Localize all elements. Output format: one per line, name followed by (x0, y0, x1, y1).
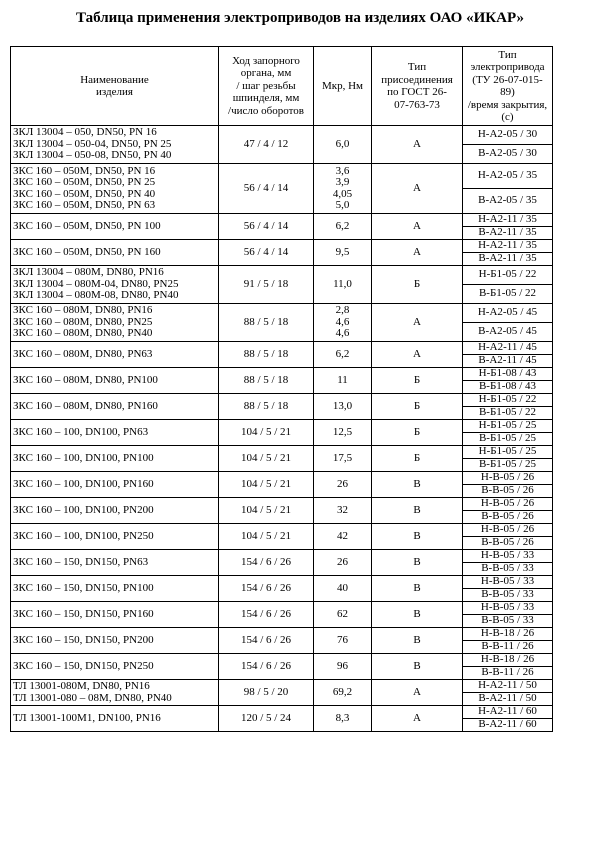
torque-cell (314, 576, 372, 602)
drive-type-cell: В-А2-05 / 45 (463, 323, 553, 342)
product-name-cell (11, 680, 219, 706)
header-stroke (219, 47, 314, 126)
drive-type-cell: Н-В-05 / 26 (463, 498, 553, 511)
drive-type-cell: В-Б1-05 / 22 (463, 407, 553, 420)
torque-value: 6,2 (335, 219, 350, 232)
torque-value: 12,5 (332, 425, 353, 438)
torque-value: 5,0 (335, 199, 350, 211)
product-name-cell (11, 628, 219, 654)
header-connection-type (372, 47, 463, 126)
header-line: Наименование (80, 73, 149, 86)
header-line: присоединения (381, 73, 453, 86)
product-name: ЗКС 160 – 050М, DN50, PN 40 (13, 187, 156, 200)
product-name-cell (11, 576, 219, 602)
table-row (11, 368, 553, 381)
table-row (11, 304, 553, 323)
product-name-cell (11, 164, 219, 214)
drive-type-cell: Н-В-05 / 33 (463, 602, 553, 615)
torque-cell (314, 498, 372, 524)
table-row (11, 164, 553, 189)
torque-cell (314, 654, 372, 680)
drive-type-cell: Н-Б1-05 / 22 (463, 394, 553, 407)
drive-type-cell: Н-А2-05 / 45 (463, 304, 553, 323)
stroke-cell: 154 / 6 / 26 (219, 550, 314, 576)
torque-cell (314, 342, 372, 368)
table-row (11, 706, 553, 719)
torque-cell (314, 368, 372, 394)
product-name: ЗКЛ 13004 – 080М-08, DN80, PN40 (13, 289, 179, 302)
product-name: ЗКЛ 13004 – 050-08, DN50, PN 40 (13, 149, 172, 162)
connection-type-cell: А (372, 240, 463, 266)
stroke-cell: 104 / 5 / 21 (219, 498, 314, 524)
drive-type-cell: Н-В-05 / 26 (463, 524, 553, 537)
product-name: ТЛ 13001-080 – 08М, DN80, PN40 (13, 691, 172, 704)
torque-value: 9,5 (335, 245, 350, 258)
connection-type-cell: В (372, 498, 463, 524)
actuator-table (10, 46, 553, 732)
stroke-cell: 104 / 5 / 21 (219, 420, 314, 446)
stroke-cell: 88 / 5 / 18 (219, 368, 314, 394)
product-name-cell (11, 472, 219, 498)
stroke-cell: 154 / 6 / 26 (219, 628, 314, 654)
stroke-cell: 47 / 4 / 12 (219, 126, 314, 164)
drive-type-cell: Н-В-18 / 26 (463, 654, 553, 667)
product-name-cell (11, 524, 219, 550)
header-line: 07-763-73 (394, 98, 440, 111)
torque-cell (314, 394, 372, 420)
torque-cell (314, 472, 372, 498)
product-name: ЗКС 160 – 080М, DN80, PN63 (13, 347, 153, 360)
header-line: Ход запорного (232, 54, 300, 67)
connection-type-cell: В (372, 550, 463, 576)
product-name: ЗКС 160 – 080М, DN80, PN16 (13, 304, 153, 317)
product-name: ЗКС 160 – 080М, DN80, PN100 (13, 373, 158, 386)
stroke-cell: 154 / 6 / 26 (219, 576, 314, 602)
table-row (11, 394, 553, 407)
header-product-name (11, 47, 219, 126)
table-row (11, 680, 553, 693)
table-row (11, 498, 553, 511)
stroke-cell: 88 / 5 / 18 (219, 304, 314, 342)
table-row (11, 576, 553, 589)
torque-cell (314, 706, 372, 732)
connection-type-cell: Б (372, 394, 463, 420)
product-name: ЗКС 160 – 150, DN150, PN250 (13, 659, 154, 672)
stroke-cell: 88 / 5 / 18 (219, 394, 314, 420)
table-row (11, 266, 553, 285)
drive-type-cell: Н-Б1-05 / 25 (463, 446, 553, 459)
table-body (11, 126, 553, 732)
drive-type-cell: В-В-11 / 26 (463, 667, 553, 680)
torque-value: 69,2 (332, 685, 353, 698)
torque-cell (314, 164, 372, 214)
drive-type-cell: В-В-05 / 26 (463, 485, 553, 498)
drive-type-cell: В-А2-11 / 60 (463, 719, 553, 732)
torque-value: 6,2 (335, 347, 350, 360)
drive-type-cell: В-А2-11 / 50 (463, 693, 553, 706)
torque-cell (314, 420, 372, 446)
connection-type-cell: В (372, 628, 463, 654)
torque-cell (314, 304, 372, 342)
drive-type-cell: В-Б1-05 / 25 (463, 459, 553, 472)
product-name-cell (11, 126, 219, 164)
header-line: Тип (407, 61, 427, 73)
torque-value: 4,05 (332, 187, 353, 200)
drive-type-cell: Н-А2-11 / 60 (463, 706, 553, 719)
torque-value: 26 (337, 477, 348, 490)
torque-value: 4,6 (335, 315, 350, 328)
torque-cell (314, 214, 372, 240)
product-name-cell (11, 214, 219, 240)
connection-type-cell: А (372, 342, 463, 368)
table-row (11, 446, 553, 459)
product-name: ЗКЛ 13004 – 050-04, DN50, PN 25 (13, 137, 172, 150)
torque-value: 17,5 (332, 451, 353, 464)
product-name: ТЛ 13001-080М, DN80, PN16 (13, 680, 150, 692)
header-drive-type (463, 47, 553, 126)
drive-type-cell: Н-А2-05 / 30 (463, 126, 553, 145)
torque-cell (314, 628, 372, 654)
torque-cell (314, 602, 372, 628)
header-line: шпинделя, мм (232, 92, 300, 105)
product-name: ЗКС 160 – 050М, DN50, PN 25 (13, 176, 156, 188)
torque-cell (314, 266, 372, 304)
drive-type-cell: В-А2-11 / 35 (463, 253, 553, 266)
drive-type-cell: В-В-05 / 26 (463, 511, 553, 524)
torque-value: 3,6 (335, 164, 350, 177)
product-name-cell (11, 550, 219, 576)
drive-type-cell: В-А2-11 / 35 (463, 227, 553, 240)
drive-type-cell: Н-В-05 / 26 (463, 472, 553, 485)
product-name-cell (11, 266, 219, 304)
connection-type-cell: А (372, 214, 463, 240)
product-name: ЗКС 160 – 150, DN150, PN63 (13, 555, 149, 568)
connection-type-cell: В (372, 472, 463, 498)
torque-cell (314, 126, 372, 164)
connection-type-cell: В (372, 576, 463, 602)
product-name: ЗКС 160 – 050М, DN50, PN 160 (13, 245, 161, 258)
torque-value: 11 (337, 373, 348, 386)
product-name-cell (11, 654, 219, 680)
drive-type-cell: В-Б1-05 / 25 (463, 433, 553, 446)
drive-type-cell: В-Б1-08 / 43 (463, 381, 553, 394)
table-row (11, 602, 553, 615)
product-name: ЗКС 160 – 050М, DN50, PN 16 (13, 164, 156, 177)
drive-type-cell: В-А2-05 / 35 (463, 189, 553, 214)
drive-type-cell: В-В-05 / 33 (463, 563, 553, 576)
table-row (11, 214, 553, 227)
drive-type-cell: В-В-05 / 26 (463, 537, 553, 550)
drive-type-cell: Н-А2-11 / 35 (463, 214, 553, 227)
product-name-cell (11, 304, 219, 342)
table-row (11, 550, 553, 563)
connection-type-cell: В (372, 654, 463, 680)
connection-type-cell: А (372, 680, 463, 706)
product-name: ЗКС 160 – 080М, DN80, PN40 (13, 327, 153, 340)
stroke-cell: 98 / 5 / 20 (219, 680, 314, 706)
product-name: ЗКС 160 – 100, DN100, PN160 (13, 477, 154, 490)
drive-type-cell: Н-Б1-05 / 25 (463, 420, 553, 433)
connection-type-cell: Б (372, 368, 463, 394)
header-line: /время закрытия, (с) (467, 98, 548, 123)
stroke-cell: 56 / 4 / 14 (219, 164, 314, 214)
torque-value: 26 (337, 555, 348, 568)
drive-type-cell: Н-А2-11 / 50 (463, 680, 553, 693)
torque-value: 8,3 (335, 711, 350, 724)
drive-type-cell: Н-В-05 / 33 (463, 576, 553, 589)
drive-type-cell: Н-А2-11 / 45 (463, 342, 553, 355)
connection-type-cell: А (372, 706, 463, 732)
torque-value: 62 (337, 607, 348, 620)
torque-value: 11,0 (333, 277, 352, 290)
torque-value: 40 (337, 581, 348, 594)
torque-value: 3,9 (335, 176, 350, 188)
torque-value: 76 (337, 633, 348, 646)
stroke-cell: 56 / 4 / 14 (219, 240, 314, 266)
drive-type-cell: В-В-05 / 33 (463, 589, 553, 602)
product-name: ЗКС 160 – 050М, DN50, PN 100 (13, 219, 161, 232)
product-name-cell (11, 240, 219, 266)
torque-cell (314, 550, 372, 576)
table-row (11, 654, 553, 667)
torque-cell (314, 240, 372, 266)
stroke-cell: 104 / 5 / 21 (219, 524, 314, 550)
header-line: по ГОСТ 26- (387, 86, 447, 98)
torque-cell (314, 680, 372, 706)
product-name: ЗКС 160 – 080М, DN80, PN25 (13, 315, 153, 328)
torque-value: 42 (337, 529, 348, 542)
product-name-cell (11, 420, 219, 446)
drive-type-cell: Н-Б1-05 / 22 (463, 266, 553, 285)
drive-type-cell: Н-В-18 / 26 (463, 628, 553, 641)
product-name-cell (11, 602, 219, 628)
connection-type-cell: В (372, 524, 463, 550)
product-name: ЗКС 160 – 100, DN100, PN100 (13, 451, 154, 464)
table-row (11, 126, 553, 145)
stroke-cell: 56 / 4 / 14 (219, 214, 314, 240)
product-name: ТЛ 13001-100М1, DN100, PN16 (13, 711, 161, 724)
connection-type-cell: А (372, 164, 463, 214)
product-name: ЗКС 160 – 100, DN100, PN250 (13, 529, 154, 542)
torque-value: 2,8 (335, 304, 350, 317)
product-name-cell (11, 342, 219, 368)
drive-type-cell: В-В-05 / 33 (463, 615, 553, 628)
connection-type-cell: Б (372, 420, 463, 446)
product-name: ЗКС 160 – 100, DN100, PN63 (13, 425, 149, 438)
torque-value: 13,0 (332, 399, 353, 412)
drive-type-cell: Н-Б1-08 / 43 (463, 368, 553, 381)
torque-value: 96 (337, 659, 348, 672)
torque-cell (314, 524, 372, 550)
table-row (11, 524, 553, 537)
product-name-cell (11, 706, 219, 732)
page-title: Таблица применения электроприводов на изделиях ОАО «ИКАР» (75, 10, 525, 26)
header-line: органа, мм (240, 67, 292, 80)
header-line: Тип электропривода (470, 48, 545, 73)
torque-cell (314, 446, 372, 472)
product-name: ЗКС 160 – 100, DN100, PN200 (13, 503, 154, 516)
header-line: /число оборотов (228, 104, 304, 117)
stroke-cell: 104 / 5 / 21 (219, 446, 314, 472)
drive-type-cell: В-А2-11 / 45 (463, 355, 553, 368)
stroke-cell: 104 / 5 / 21 (219, 472, 314, 498)
product-name-cell (11, 446, 219, 472)
stroke-cell: 154 / 6 / 26 (219, 602, 314, 628)
table-row (11, 420, 553, 433)
connection-type-cell: А (372, 126, 463, 164)
product-name-cell (11, 498, 219, 524)
table-row (11, 472, 553, 485)
torque-value: 32 (337, 503, 348, 516)
product-name: ЗКЛ 13004 – 080М-04, DN80, PN25 (13, 277, 179, 290)
header-line: Мкр, Нм (321, 79, 364, 92)
stroke-cell: 120 / 5 / 24 (219, 706, 314, 732)
connection-type-cell: В (372, 602, 463, 628)
connection-type-cell: А (372, 304, 463, 342)
header-line: / шаг резьбы (236, 79, 296, 92)
stroke-cell: 91 / 5 / 18 (219, 266, 314, 304)
connection-type-cell: Б (372, 266, 463, 304)
product-name: ЗКС 160 – 150, DN150, PN160 (13, 607, 154, 620)
torque-value: 4,6 (335, 327, 350, 340)
drive-type-cell: В-А2-05 / 30 (463, 145, 553, 164)
stroke-cell: 154 / 6 / 26 (219, 654, 314, 680)
product-name: ЗКС 160 – 150, DN150, PN100 (13, 581, 154, 594)
drive-type-cell: Н-В-05 / 33 (463, 550, 553, 563)
product-name-cell (11, 368, 219, 394)
header-torque (314, 47, 372, 126)
drive-type-cell: В-Б1-05 / 22 (463, 285, 553, 304)
product-name: ЗКС 160 – 150, DN150, PN200 (13, 633, 154, 646)
table-row (11, 628, 553, 641)
connection-type-cell: Б (372, 446, 463, 472)
drive-type-cell: Н-А2-05 / 35 (463, 164, 553, 189)
table-header-row (11, 47, 553, 126)
product-name: ЗКС 160 – 050М, DN50, PN 63 (13, 199, 156, 211)
table-row (11, 240, 553, 253)
stroke-cell: 88 / 5 / 18 (219, 342, 314, 368)
drive-type-cell: В-В-11 / 26 (463, 641, 553, 654)
table-row (11, 342, 553, 355)
product-name: ЗКЛ 13004 – 050, DN50, PN 16 (13, 126, 157, 139)
product-name: ЗКЛ 13004 – 080М, DN80, PN16 (13, 266, 164, 279)
torque-value: 6,0 (335, 137, 350, 150)
header-line: (ТУ 26-07-015-89) (472, 73, 543, 98)
product-name: ЗКС 160 – 080М, DN80, PN160 (13, 399, 158, 412)
product-name-cell (11, 394, 219, 420)
header-line: изделия (96, 86, 133, 98)
drive-type-cell: Н-А2-11 / 35 (463, 240, 553, 253)
